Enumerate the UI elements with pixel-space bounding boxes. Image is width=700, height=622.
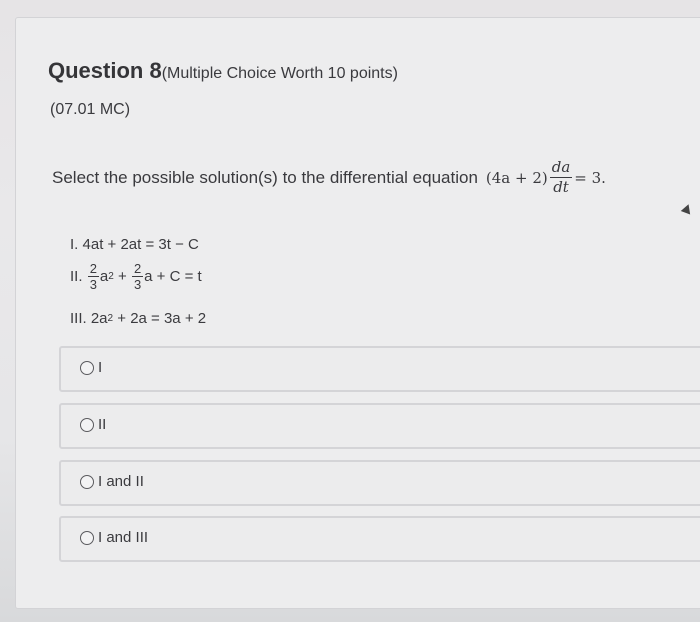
answer-option-ii[interactable] bbox=[59, 403, 700, 449]
answer-option-i-and-ii[interactable] bbox=[59, 460, 700, 506]
radio-button[interactable] bbox=[80, 361, 94, 375]
term-2a: 2a bbox=[90, 310, 108, 327]
plus-sign: + bbox=[118, 268, 127, 285]
question-header bbox=[48, 58, 398, 84]
statement-rest: a + C = t bbox=[144, 268, 202, 285]
fraction-numerator: 2 bbox=[89, 261, 97, 276]
question-title: Question 8 bbox=[48, 58, 162, 83]
option-label: I and II bbox=[98, 473, 144, 490]
statement-iii bbox=[70, 310, 206, 327]
fraction-denominator: 3 bbox=[89, 277, 97, 292]
equation-fraction bbox=[550, 160, 573, 195]
term-a: a bbox=[99, 268, 109, 285]
statement-prefix: II. bbox=[70, 268, 83, 285]
statement-text: 4at + 2at = 3t − C bbox=[82, 236, 199, 253]
exponent: 2 bbox=[108, 271, 114, 282]
radio-button[interactable] bbox=[80, 531, 94, 545]
equation-right: = 3. bbox=[574, 168, 606, 187]
answer-option-i-and-iii[interactable] bbox=[59, 516, 700, 562]
statement-ii bbox=[70, 262, 202, 291]
fraction-numerator: 2 bbox=[133, 261, 142, 276]
radio-button[interactable] bbox=[80, 475, 94, 489]
option-label: II bbox=[98, 416, 107, 433]
exponent: 2 bbox=[107, 313, 114, 324]
question-worth: (Multiple Choice Worth 10 points) bbox=[161, 65, 398, 82]
radio-button[interactable] bbox=[80, 418, 94, 432]
differential-equation bbox=[486, 160, 606, 195]
question-code: (07.01 MC) bbox=[50, 101, 131, 118]
answer-option-i[interactable] bbox=[59, 346, 700, 392]
option-label: I bbox=[98, 359, 103, 376]
option-label: I and III bbox=[98, 529, 149, 546]
equation-left: (4a + 2) bbox=[485, 168, 548, 187]
statement-prefix: III. bbox=[70, 310, 87, 327]
statement-prefix: I. bbox=[70, 236, 79, 253]
prompt-text: Select the possible solution(s) to the differential equation bbox=[52, 167, 478, 187]
statement-i bbox=[70, 236, 199, 253]
fraction-two-thirds bbox=[88, 262, 99, 291]
fraction-denominator: 3 bbox=[133, 277, 142, 292]
fraction-two-thirds bbox=[132, 262, 143, 291]
question-prompt bbox=[52, 160, 606, 195]
statement-rest: + 2a = 3a + 2 bbox=[113, 310, 207, 327]
fraction-denominator: dt bbox=[553, 178, 569, 196]
fraction-numerator: da bbox=[551, 158, 571, 176]
